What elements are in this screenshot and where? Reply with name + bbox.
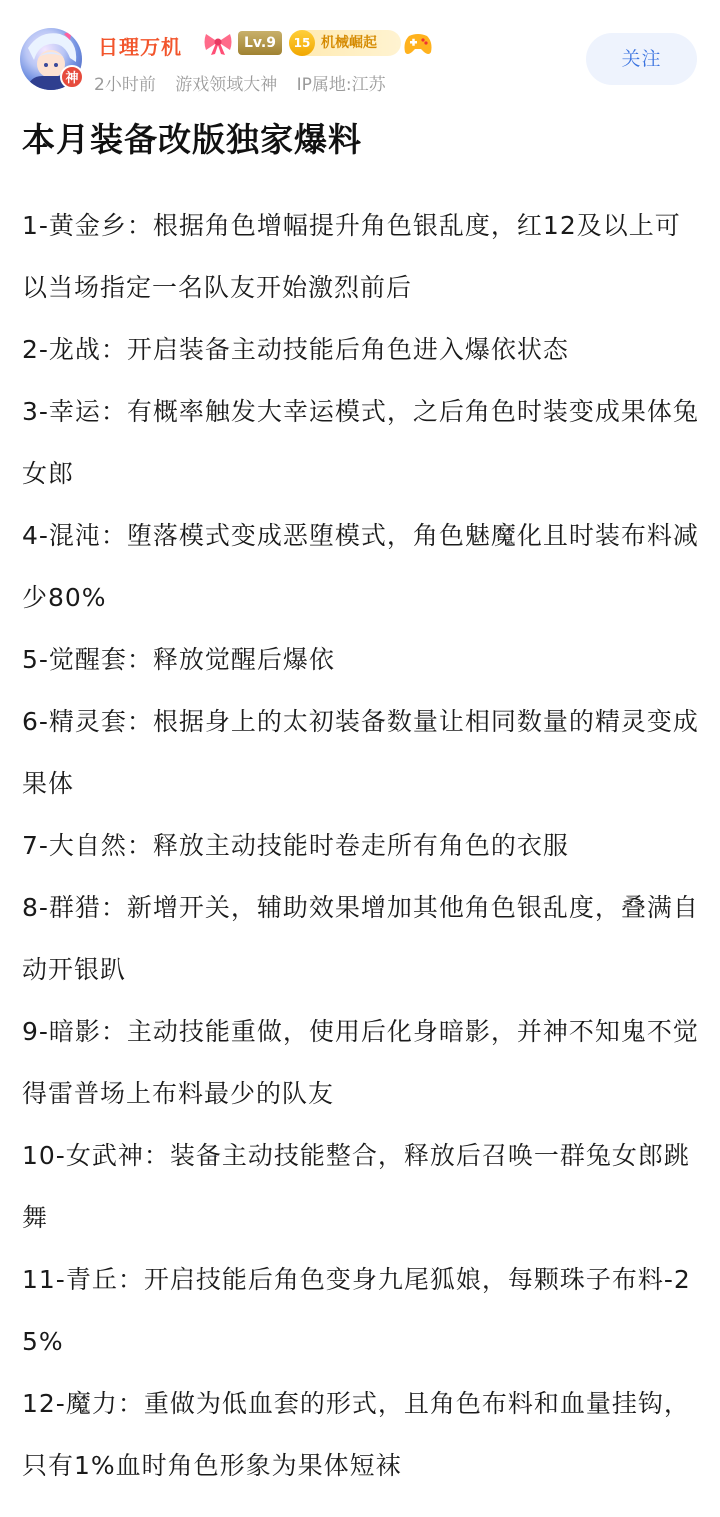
level-badge: Lv.9 <box>238 31 282 55</box>
ip-location: IP属地:江苏 <box>296 75 386 95</box>
medal-name: 机械崛起 <box>321 35 377 51</box>
username[interactable]: 日理万机 <box>98 35 182 59</box>
post-paragraph: 5-觉醒套：释放觉醒后爆依 <box>22 645 335 674</box>
post-paragraph: 10-女武神：装备主动技能整合，释放后召唤一群兔女郎跳舞 <box>22 1141 690 1232</box>
post-meta <box>94 70 400 95</box>
post-paragraph: 4-混沌：堕落模式变成恶堕模式，角色魅魔化且时装布料减少80% <box>22 521 699 612</box>
post-title: 本月装备改版独家爆料 <box>22 120 362 159</box>
bow-icon <box>203 30 233 56</box>
post-paragraph: 12-魔力：重做为低血套的形式，且角色布料和血量挂钩，只有1%血时角色形象为果体短袜 <box>22 1389 690 1480</box>
post-time: 2小时前 <box>94 75 156 95</box>
post-paragraph: 2-龙战：开启装备主动技能后角色进入爆依状态 <box>22 335 569 364</box>
user-title: 游戏领域大神 <box>175 75 278 95</box>
post-paragraph: 8-群猎：新增开关，辅助效果增加其他角色银乱度，叠满自动开银趴 <box>22 893 699 984</box>
post-paragraph: 11-青丘：开启技能后角色变身九尾狐娘，每颗珠子布料-25% <box>22 1265 691 1356</box>
follow-button[interactable]: 关注 <box>586 33 697 85</box>
medal-level: 15 <box>289 30 315 56</box>
post-paragraph: 6-精灵套：根据身上的太初装备数量让相同数量的精灵变成果体 <box>22 707 699 798</box>
fan-medal[interactable] <box>289 30 401 56</box>
post-paragraph: 1-黄金乡：根据角色增幅提升角色银乱度，红12及以上可以当场指定一名队友开始激烈前后 <box>22 211 681 302</box>
post-paragraph: 9-暗影：主动技能重做，使用后化身暗影，并神不知鬼不觉得雷普场上布料最少的队友 <box>22 1017 699 1108</box>
gamepad-icon <box>403 30 433 56</box>
post-header <box>0 0 720 100</box>
post-paragraph: 3-幸运：有概率触发大幸运模式，之后角色时装变成果体兔女郎 <box>22 397 699 488</box>
avatar-badge: 神 <box>60 65 84 89</box>
post-body <box>22 195 704 1497</box>
post-paragraph: 7-大自然：释放主动技能时卷走所有角色的衣服 <box>22 831 569 860</box>
